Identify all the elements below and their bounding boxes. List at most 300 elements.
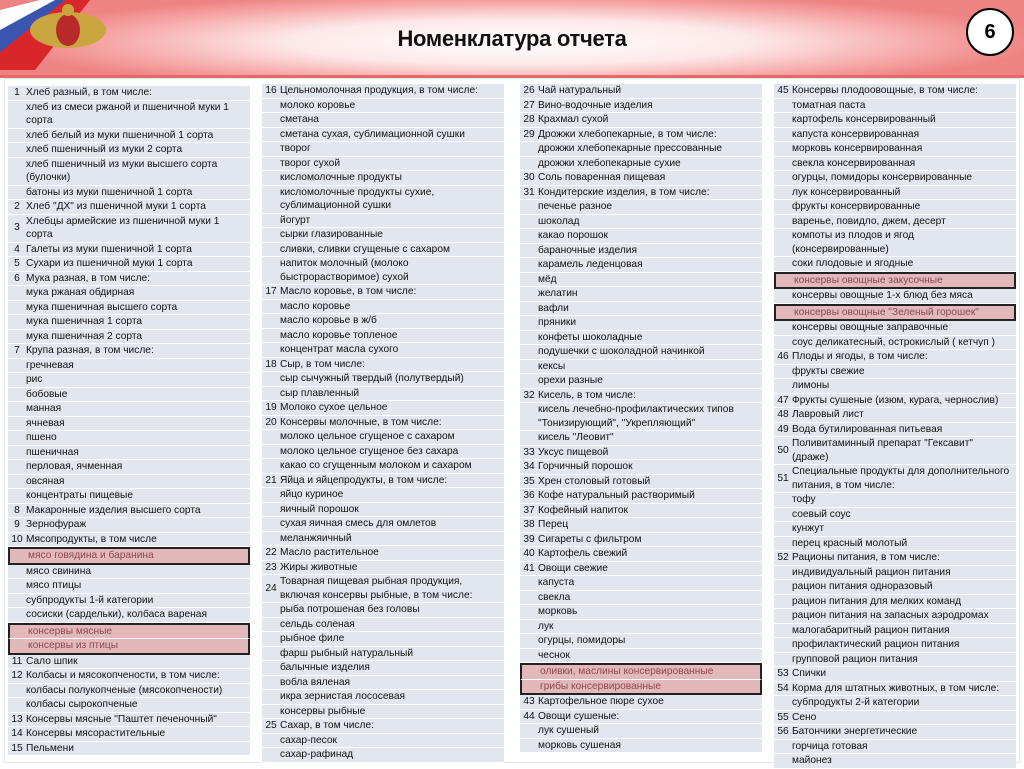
sub-item xyxy=(774,609,1016,624)
category-item xyxy=(520,446,762,461)
item-label: лимоны xyxy=(792,380,830,391)
item-label: батоны из муки пшеничной 1 сорта xyxy=(26,186,193,198)
category-item xyxy=(8,655,250,670)
sub-item xyxy=(520,345,762,360)
sub-item xyxy=(520,142,762,157)
item-label: Колбасы и мясокопчености, в том числе: xyxy=(26,670,220,681)
item-label: сыр плавленный xyxy=(280,387,360,399)
item-label: мука пшеничная 2 сорта xyxy=(26,330,143,342)
item-number: 52 xyxy=(777,552,789,563)
nomenclature-column-4 xyxy=(774,84,1016,769)
item-number: 14 xyxy=(11,728,23,739)
sub-item xyxy=(8,286,250,301)
item-label: дрожжи хлебопекарные прессованные xyxy=(538,143,723,154)
sub-item xyxy=(774,566,1016,581)
item-label: Галеты из муки пшеничной 1 сорта xyxy=(26,243,192,255)
sub-item xyxy=(774,740,1016,755)
item-number: 11 xyxy=(11,655,23,667)
item-number: 8 xyxy=(14,504,20,516)
sub-item xyxy=(774,365,1016,380)
item-label: субпродукты 2-й категории xyxy=(792,697,920,708)
item-label: индивидуальный рацион питания xyxy=(792,566,951,578)
sub-item xyxy=(8,143,250,158)
sub-item xyxy=(8,446,250,461)
item-label: консервы овощные заправочные xyxy=(792,322,949,333)
item-label: ячневая xyxy=(26,417,65,429)
sub-item xyxy=(8,315,250,330)
item-label: мёд xyxy=(538,273,557,285)
item-label: Хлеб "ДХ" из пшеничной муки 1 сорта xyxy=(26,201,206,212)
item-number: 49 xyxy=(777,423,789,435)
sub-item xyxy=(774,215,1016,230)
item-number: 1 xyxy=(14,87,20,98)
sub-item xyxy=(8,359,250,374)
item-label: пшеничная xyxy=(26,446,79,458)
sub-item xyxy=(774,493,1016,508)
category-item xyxy=(520,504,762,519)
sub-item xyxy=(8,402,250,417)
category-item xyxy=(8,215,250,243)
item-label: Рационы питания, в том числе: xyxy=(792,552,940,563)
item-number: 25 xyxy=(265,720,277,731)
item-label: свекла xyxy=(538,591,571,603)
sub-item xyxy=(520,360,762,375)
item-label: яйцо куриное xyxy=(280,489,344,500)
item-number: 9 xyxy=(14,519,20,530)
item-label: Мясопродукты, в том числе xyxy=(26,533,157,545)
sub-item xyxy=(262,228,504,243)
item-label: концентраты пищевые xyxy=(26,490,134,501)
item-label: пряники xyxy=(538,317,577,328)
item-label: Овощи свежие xyxy=(538,562,608,574)
item-label: лук сушеный xyxy=(538,725,599,736)
item-label: Перец xyxy=(538,519,569,530)
item-label: томатная паста xyxy=(792,99,866,111)
category-item xyxy=(262,719,504,734)
item-label: субпродукты 1-й категории xyxy=(26,594,154,606)
highlighted-list-item xyxy=(8,547,250,565)
category-item xyxy=(774,423,1016,438)
sub-item xyxy=(774,580,1016,595)
item-label: Кисель, в том числе: xyxy=(538,389,636,401)
item-number: 40 xyxy=(523,548,535,559)
category-item xyxy=(774,725,1016,740)
sub-item xyxy=(774,696,1016,711)
item-label: хлеб из смеси ржаной и пшеничной муки 1 сорта xyxy=(26,101,229,126)
category-item xyxy=(8,669,250,684)
item-label: колбасы полукопченые (мясокопчености) xyxy=(26,684,223,696)
item-label: Вино-водочные изделия xyxy=(538,99,653,111)
category-item xyxy=(8,257,250,272)
item-label: компоты из плодов и ягод (консервированные) xyxy=(792,230,914,255)
item-label: Хлебцы армейские из пшеничной муки 1 сорта xyxy=(26,215,220,240)
item-number: 46 xyxy=(777,351,789,362)
item-label: сырки глазированные xyxy=(280,229,383,240)
sub-item xyxy=(262,459,504,474)
sub-item xyxy=(8,101,250,129)
sub-item xyxy=(774,653,1016,668)
sub-item xyxy=(520,215,762,230)
item-number: 17 xyxy=(265,286,277,297)
sub-item xyxy=(262,748,504,763)
sub-item xyxy=(8,698,250,713)
sub-item xyxy=(8,565,250,580)
item-label: концентрат масла сухого xyxy=(280,344,399,355)
item-number: 4 xyxy=(14,243,20,255)
sub-item xyxy=(520,431,762,446)
item-label: майонез xyxy=(792,755,832,766)
item-label: мясо говядина и баранина xyxy=(28,550,154,561)
sub-item xyxy=(520,273,762,288)
category-item xyxy=(520,518,762,533)
item-label: соевый соус xyxy=(792,508,851,520)
item-number: 35 xyxy=(523,475,535,487)
item-label: Дрожжи хлебопекарные, в том числе: xyxy=(538,128,717,140)
sub-item xyxy=(774,128,1016,143)
item-label: свекла консервированная xyxy=(792,157,916,169)
item-label: малогабаритный рацион питания xyxy=(792,624,950,636)
item-number: 56 xyxy=(777,726,789,737)
item-label: Макаронные изделия высшего сорта xyxy=(26,504,201,516)
category-item xyxy=(520,695,762,710)
sub-item xyxy=(774,113,1016,128)
item-label: Консервы молочные, в том числе: xyxy=(280,416,442,428)
item-label: рацион питания на запасных аэродромах xyxy=(792,610,989,621)
item-number: 3 xyxy=(14,222,20,234)
sub-item xyxy=(8,129,250,144)
item-label: какао порошок xyxy=(538,230,608,241)
sub-item xyxy=(774,200,1016,215)
item-label: Товарная пищевая рыбная продукция, включая консервы рыбные, в том числе: xyxy=(280,576,473,601)
item-label: оливки, маслины консервированные xyxy=(540,666,714,677)
sub-item xyxy=(262,214,504,229)
item-number: 34 xyxy=(523,461,535,472)
item-label: шоколад xyxy=(538,215,580,227)
item-label: икра зернистая лососевая xyxy=(280,691,406,702)
category-item xyxy=(520,547,762,562)
category-item xyxy=(262,285,504,300)
sub-item xyxy=(8,475,250,490)
category-item xyxy=(774,465,1016,493)
item-label: печенье разное xyxy=(538,201,613,212)
item-label: Спички xyxy=(792,668,827,679)
item-label: профилактический рацион питания xyxy=(792,639,960,650)
item-label: творог xyxy=(280,143,311,154)
category-item xyxy=(774,394,1016,409)
highlighted-list-item xyxy=(774,272,1016,290)
category-item xyxy=(520,562,762,577)
sub-item xyxy=(262,445,504,460)
sub-item xyxy=(262,632,504,647)
item-label: мясо свинина xyxy=(26,565,92,577)
item-label: Сено xyxy=(792,711,817,723)
sub-item xyxy=(520,200,762,215)
highlighted-list-item xyxy=(520,663,762,680)
item-label: мука пшеничная высшего сорта xyxy=(26,301,178,313)
item-label: конфеты шоколадные xyxy=(538,331,643,343)
item-label: кисель лечебно-профилактических типов "Тонизирующий", "Укрепляющий" xyxy=(538,404,734,429)
sub-item xyxy=(8,158,250,186)
category-item xyxy=(520,186,762,201)
sub-item xyxy=(8,594,250,609)
item-label: Масло растительное xyxy=(280,547,379,558)
item-number: 28 xyxy=(523,114,535,125)
item-label: молоко цельное сгущеное с сахаром xyxy=(280,431,455,442)
item-label: вобла вяленая xyxy=(280,676,351,688)
sub-item xyxy=(774,157,1016,172)
item-label: Кондитерские изделия, в том числе: xyxy=(538,186,710,198)
sub-item xyxy=(774,522,1016,537)
sub-item xyxy=(262,690,504,705)
sub-item xyxy=(774,321,1016,336)
item-number: 54 xyxy=(777,682,789,694)
sub-item xyxy=(262,300,504,315)
category-item xyxy=(8,504,250,519)
sub-item xyxy=(774,754,1016,769)
sub-item xyxy=(262,157,504,172)
item-label: сахар-песок xyxy=(280,734,337,746)
sub-item xyxy=(262,647,504,662)
category-item xyxy=(520,171,762,186)
item-label: горчица готовая xyxy=(792,740,868,752)
category-item xyxy=(8,742,250,757)
item-label: хлеб пшеничный из муки высшего сорта (булочки) xyxy=(26,158,218,183)
category-item xyxy=(262,84,504,99)
item-number: 26 xyxy=(523,85,535,96)
item-label: капуста консервированная xyxy=(792,128,920,140)
item-label: Плоды и ягоды, в том числе: xyxy=(792,351,928,362)
highlighted-list-item xyxy=(8,639,250,655)
item-number: 12 xyxy=(11,670,23,681)
item-number: 47 xyxy=(777,394,789,406)
nomenclature-column-1 xyxy=(8,86,250,756)
category-item xyxy=(774,667,1016,682)
item-label: масло коровье топленое xyxy=(280,329,398,341)
sub-item xyxy=(774,99,1016,114)
sub-item xyxy=(520,724,762,739)
item-label: колбасы сырокопченые xyxy=(26,699,138,710)
item-label: подушечки с шоколадной начинкой xyxy=(538,346,705,357)
item-label: овсяная xyxy=(26,475,65,487)
item-label: соки плодовые и ягодные xyxy=(792,258,914,269)
category-item xyxy=(774,437,1016,465)
category-item xyxy=(262,474,504,489)
sub-item xyxy=(774,257,1016,272)
highlighted-list-item xyxy=(8,623,250,640)
item-label: Кофе натуральный растворимый xyxy=(538,490,695,501)
category-item xyxy=(262,575,504,603)
item-number: 32 xyxy=(523,389,535,401)
item-label: дрожжи хлебопекарные сухие xyxy=(538,157,681,169)
item-label: тофу xyxy=(792,494,816,505)
sub-item xyxy=(262,532,504,547)
item-label: какао со сгущенным молоком и сахаром xyxy=(280,460,472,471)
sub-item xyxy=(262,488,504,503)
category-item xyxy=(262,416,504,431)
item-number: 30 xyxy=(523,172,535,183)
category-item xyxy=(774,711,1016,726)
sub-item xyxy=(262,257,504,285)
sub-item xyxy=(8,489,250,504)
item-number: 16 xyxy=(265,85,277,96)
item-label: масло коровье в ж/б xyxy=(280,315,377,326)
sub-item xyxy=(262,186,504,214)
sub-item xyxy=(8,301,250,316)
item-label: картофель консервированный xyxy=(792,114,936,125)
item-label: рыбное филе xyxy=(280,633,345,644)
item-number: 31 xyxy=(523,186,535,198)
item-number: 7 xyxy=(14,345,20,356)
sub-item xyxy=(520,244,762,259)
item-label: Сухари из пшеничной муки 1 сорта xyxy=(26,258,193,269)
sub-item xyxy=(262,430,504,445)
item-label: консервы мясные xyxy=(28,625,113,637)
item-label: Молоко сухое цельное xyxy=(280,402,388,413)
item-number: 6 xyxy=(14,272,20,284)
item-label: Хлеб разный, в том числе: xyxy=(26,87,152,98)
sub-item xyxy=(520,620,762,635)
sub-item xyxy=(262,113,504,128)
item-label: групповой рацион питания xyxy=(792,653,918,665)
item-label: фарш рыбный натуральный xyxy=(280,647,414,659)
item-label: сахар-рафинад xyxy=(280,749,354,760)
item-label: вафли xyxy=(538,302,569,314)
item-label: консервы овощные 1-х блюд без мяса xyxy=(792,290,973,301)
sub-item xyxy=(8,460,250,475)
item-label: балычные изделия xyxy=(280,662,370,673)
item-label: Мука разная, в том числе: xyxy=(26,272,151,284)
item-label: орехи разные xyxy=(538,375,603,386)
item-label: меланжяичный xyxy=(280,532,352,544)
sub-item xyxy=(774,289,1016,304)
sub-item xyxy=(520,605,762,620)
item-label: манная xyxy=(26,403,62,414)
item-number: 19 xyxy=(265,402,277,413)
item-number: 55 xyxy=(777,711,789,723)
nomenclature-column-2 xyxy=(262,84,504,763)
sub-item xyxy=(774,379,1016,394)
category-item xyxy=(520,99,762,114)
item-label: Уксус пищевой xyxy=(538,446,609,458)
sub-item xyxy=(8,684,250,699)
item-label: Сигареты с фильтром xyxy=(538,533,642,545)
item-label: капуста xyxy=(538,577,575,588)
sub-item xyxy=(8,186,250,201)
sub-item xyxy=(262,314,504,329)
sub-item xyxy=(262,676,504,691)
item-label: Консервы плодоовощные, в том числе: xyxy=(792,85,978,96)
category-item xyxy=(520,113,762,128)
item-label: морковь консервированная xyxy=(792,143,923,154)
sub-item xyxy=(8,330,250,345)
item-label: перец красный молотый xyxy=(792,537,908,549)
item-label: грибы консервированные xyxy=(540,680,661,692)
sub-item xyxy=(262,705,504,720)
sub-item xyxy=(262,618,504,633)
item-label: Поливитаминный препарат "Гексавит" (драже) xyxy=(792,438,973,463)
item-label: Горчичный порошок xyxy=(538,461,633,472)
item-label: хлеб пшеничный из муки 2 сорта xyxy=(26,144,183,155)
item-number: 53 xyxy=(777,668,789,679)
category-item xyxy=(262,401,504,416)
sub-item xyxy=(774,171,1016,186)
nomenclature-column-3 xyxy=(520,84,762,753)
sub-item xyxy=(520,591,762,606)
item-label: Консервы мясорастительные xyxy=(26,728,166,739)
item-label: рацион питания одноразовый xyxy=(792,581,933,592)
sub-item xyxy=(262,734,504,749)
item-label: кисель "Леовит" xyxy=(538,432,614,443)
item-label: сельдь соленая xyxy=(280,618,355,630)
item-label: молоко коровье xyxy=(280,99,356,111)
sub-item xyxy=(774,595,1016,610)
item-label: перловая, ячменная xyxy=(26,461,123,472)
item-label: Лавровый лист xyxy=(792,409,864,420)
item-label: Овощи сушеные: xyxy=(538,710,620,722)
item-label: консервы овощные "Зеленый горошек" xyxy=(794,306,979,318)
category-item xyxy=(520,460,762,475)
item-number: 41 xyxy=(523,562,535,574)
item-label: Батончики энергетические xyxy=(792,726,918,737)
item-label: кисломолочные продукты xyxy=(280,172,402,183)
item-number: 38 xyxy=(523,519,535,530)
sub-item xyxy=(520,229,762,244)
item-number: 10 xyxy=(11,533,23,545)
item-label: карамель леденцовая xyxy=(538,259,643,270)
item-label: Сыр, в том числе: xyxy=(280,358,365,370)
sub-item xyxy=(8,608,250,623)
item-label: соус деликатесный, острокислый ( кетчуп ) xyxy=(792,336,996,348)
item-label: кунжут xyxy=(792,523,824,534)
item-label: хлеб белый из муки пшеничной 1 сорта xyxy=(26,129,214,141)
category-item xyxy=(8,533,250,548)
item-label: чеснок xyxy=(538,649,570,661)
item-number: 50 xyxy=(777,444,789,456)
sub-item xyxy=(262,503,504,518)
item-number: 37 xyxy=(523,504,535,516)
category-item xyxy=(262,358,504,373)
item-label: кисломолочные продукты сухие, сублимационной сушки xyxy=(280,186,435,211)
sub-item xyxy=(520,302,762,317)
sub-item xyxy=(262,329,504,344)
category-item xyxy=(774,408,1016,423)
item-label: сухая яичная смесь для омлетов xyxy=(280,518,437,529)
category-item xyxy=(774,682,1016,697)
item-label: молоко цельное сгущеное без сахара xyxy=(280,445,459,457)
item-label: варенье, повидло, джем, десерт xyxy=(792,215,946,227)
category-item xyxy=(520,533,762,548)
item-label: Масло коровье, в том числе: xyxy=(280,286,417,297)
sub-item xyxy=(262,661,504,676)
sub-item xyxy=(8,431,250,446)
sub-item xyxy=(774,638,1016,653)
category-item xyxy=(774,551,1016,566)
item-label: Сало шпик xyxy=(26,655,78,667)
item-number: 51 xyxy=(777,472,789,484)
category-item xyxy=(8,713,250,728)
category-item xyxy=(520,128,762,143)
category-item xyxy=(8,243,250,258)
page-title: Номенклатура отчета xyxy=(397,26,627,51)
item-number: 2 xyxy=(14,201,20,212)
sub-item xyxy=(520,316,762,331)
item-label: йогурт xyxy=(280,214,311,226)
item-label: Сахар, в том числе: xyxy=(280,720,374,731)
item-label: Специальные продукты для дополнительного питания, в том числе: xyxy=(792,466,1010,491)
item-number: 21 xyxy=(265,474,277,486)
category-item xyxy=(774,84,1016,99)
item-label: лук консервированный xyxy=(792,186,901,198)
